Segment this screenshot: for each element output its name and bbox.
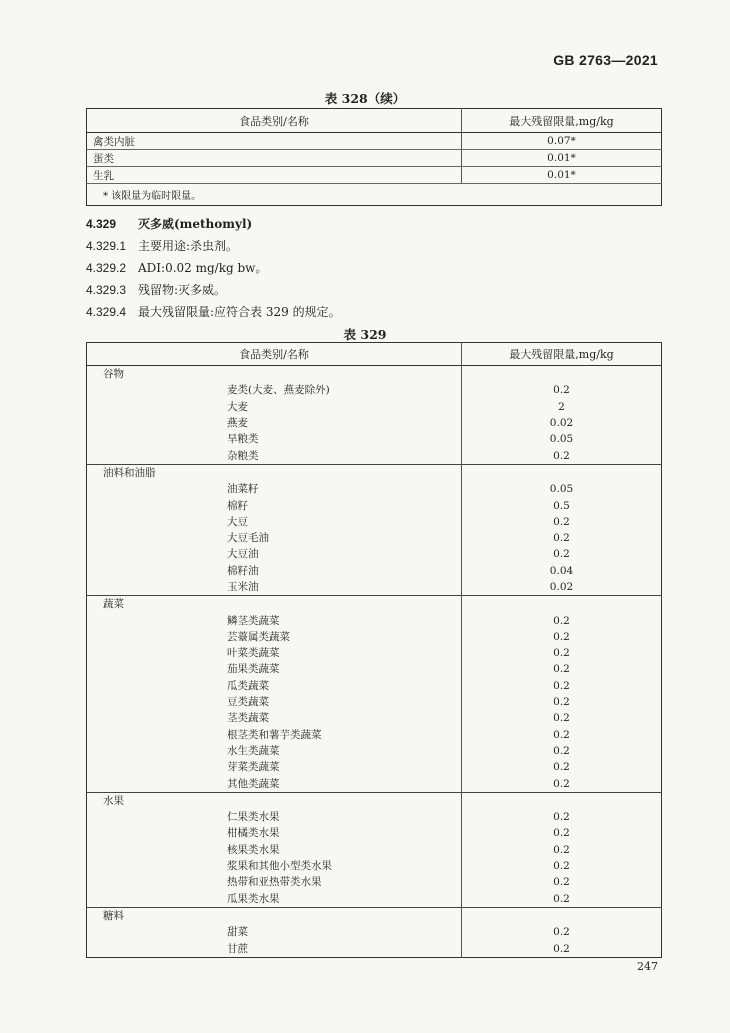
mrl-value: 0.2 [553,614,570,627]
food-name: 热带和亚热带类水果 [87,874,462,890]
food-name: 茄果类蔬菜 [87,661,462,677]
mrl-value: 0.2 [553,712,570,725]
table-row [87,809,662,825]
table-row [87,645,662,661]
category-name: 糖料 [87,907,462,924]
table-row [87,759,662,775]
mrl-value: 0.01* [462,167,662,184]
mrl-value: 0.05 [549,433,574,446]
table-row [87,727,662,743]
mrl-value: 0.2 [553,777,570,790]
mrl-value: 0.2 [553,892,570,905]
category-name: 水果 [87,792,462,809]
food-name: 麦类(大麦、燕麦除外) [87,382,462,398]
mrl-value: 0.2 [553,696,570,709]
table-row [87,546,662,562]
mrl-value: 0.2 [553,811,570,824]
mrl-value: 0.2 [553,942,570,955]
food-name: 燕麦 [87,415,462,431]
table-row [87,694,662,710]
standard-number: GB 2763—2021 [553,52,658,68]
food-name: 棉籽 [87,497,462,513]
section-item [86,237,238,254]
mrl-value: 0.02 [549,417,574,430]
table-row [87,382,662,398]
food-name: 玉米油 [87,579,462,596]
table-328-caption: 表 328（续） [324,91,406,106]
food-name: 旱粮类 [87,431,462,447]
table-row [87,661,662,677]
food-name: 杂粮类 [87,447,462,464]
mrl-value: 0.05 [549,483,574,496]
section-item [86,259,267,276]
food-name: 大麦 [87,399,462,415]
table-row [87,133,662,150]
table-row [87,629,662,645]
clause-text: 最大残留限量:应符合表 329 的规定。 [138,305,341,319]
mrl-value: 0.2 [553,876,570,889]
food-name: 其他类蔬菜 [87,775,462,792]
table-row [87,150,662,167]
mrl-value: 0.2 [553,860,570,873]
section-item [86,281,226,298]
food-name: 瓜果类水果 [87,891,462,908]
table-328-footnote: * 该限量为临时限量。 [103,191,202,202]
food-name: 生乳 [87,167,462,184]
mrl-value: 0.2 [553,827,570,840]
food-name: 蛋类 [87,150,462,167]
food-name: 仁果类水果 [87,809,462,825]
mrl-value: 0.2 [553,761,570,774]
clause-text: ADI:0.02 mg/kg bw。 [138,261,268,275]
mrl-value: 0.02 [549,581,574,593]
food-name: 鳞茎类蔬菜 [87,612,462,628]
mrl-value: 0.2 [553,663,570,676]
food-name: 禽类内脏 [87,133,462,150]
table-row [87,563,662,579]
mrl-value: 0.2 [553,926,570,939]
food-name: 大豆毛油 [87,530,462,546]
mrl-value: 0.2 [553,647,570,660]
clause-text: 主要用途:杀虫剂。 [138,239,239,253]
category-name: 油料和油脂 [87,464,462,481]
table-row [87,530,662,546]
mrl-value: 0.2 [553,744,570,757]
mrl-value: 0.04 [549,564,574,577]
table-row [87,825,662,841]
food-name: 大豆 [87,514,462,530]
table-329-col-name: 食品类别/名称 [87,343,462,366]
mrl-value: 0.2 [553,679,570,692]
category-row [87,596,662,613]
table-328-col-name: 食品类别/名称 [87,109,462,133]
clause-number: 4.329.2 [86,261,127,275]
mrl-value: 0.2 [553,630,570,643]
food-name: 豆类蔬菜 [87,694,462,710]
category-name: 蔬菜 [87,596,462,613]
table-row [87,612,662,628]
section-item [86,303,341,320]
clause-number: 4.329.3 [86,283,127,297]
table-row [87,497,662,513]
mrl-value: 0.2 [553,515,570,528]
table-row [87,891,662,908]
table-row [87,415,662,431]
food-name: 瓜类蔬菜 [87,678,462,694]
category-row [87,907,662,924]
table-row [87,481,662,497]
mrl-value: 0.5 [553,499,570,512]
food-name: 大豆油 [87,546,462,562]
table-row [87,514,662,530]
mrl-value: 0.2 [553,384,570,397]
food-name: 核果类水果 [87,842,462,858]
mrl-value: 0.2 [553,843,570,856]
table-row [87,858,662,874]
food-name: 茎类蔬菜 [87,710,462,726]
table-row [87,940,662,957]
table-row [87,399,662,415]
category-row [87,464,662,481]
table-row [87,447,662,464]
mrl-value: 0.2 [553,532,570,545]
food-name: 浆果和其他小型类水果 [87,858,462,874]
food-name: 棉籽油 [87,563,462,579]
category-name: 谷物 [87,366,462,383]
table-row [87,924,662,940]
food-name: 芽菜类蔬菜 [87,759,462,775]
section-title-text: 灭多威(methomyl) [138,217,253,231]
table-row [87,678,662,694]
table-row [87,431,662,447]
mrl-value: 0.07* [462,133,662,150]
food-name: 叶菜类蔬菜 [87,645,462,661]
table-row [87,167,662,184]
table-row [87,710,662,726]
table-328 [86,108,662,206]
food-name: 甘蔗 [87,940,462,957]
food-name: 水生类蔬菜 [87,743,462,759]
table-row [87,579,662,596]
page-number: 247 [637,960,658,973]
mrl-value: 0.2 [553,548,570,561]
clause-number: 4.329.1 [86,239,127,253]
mrl-value: 2 [558,400,565,413]
clause-text: 残留物:灭多威。 [138,283,227,297]
mrl-value: 0.2 [553,449,570,462]
table-329-col-value: 最大残留限量,mg/kg [462,343,662,366]
food-name: 柑橘类水果 [87,825,462,841]
table-row [87,743,662,759]
category-row [87,366,662,383]
food-name: 芸薹属类蔬菜 [87,629,462,645]
mrl-value: 0.01* [462,150,662,167]
table-329-caption: 表 329 [343,327,387,342]
food-name: 根茎类和薯芋类蔬菜 [87,727,462,743]
table-328-col-value: 最大残留限量,mg/kg [462,109,662,133]
food-name: 甜菜 [87,924,462,940]
mrl-value: 0.2 [553,728,570,741]
table-row [87,874,662,890]
table-row [87,842,662,858]
section-number: 4.329 [86,217,117,231]
section-title [86,215,252,232]
clause-number: 4.329.4 [86,305,127,319]
food-name: 油菜籽 [87,481,462,497]
table-329 [86,342,662,958]
table-row [87,775,662,792]
category-row [87,792,662,809]
